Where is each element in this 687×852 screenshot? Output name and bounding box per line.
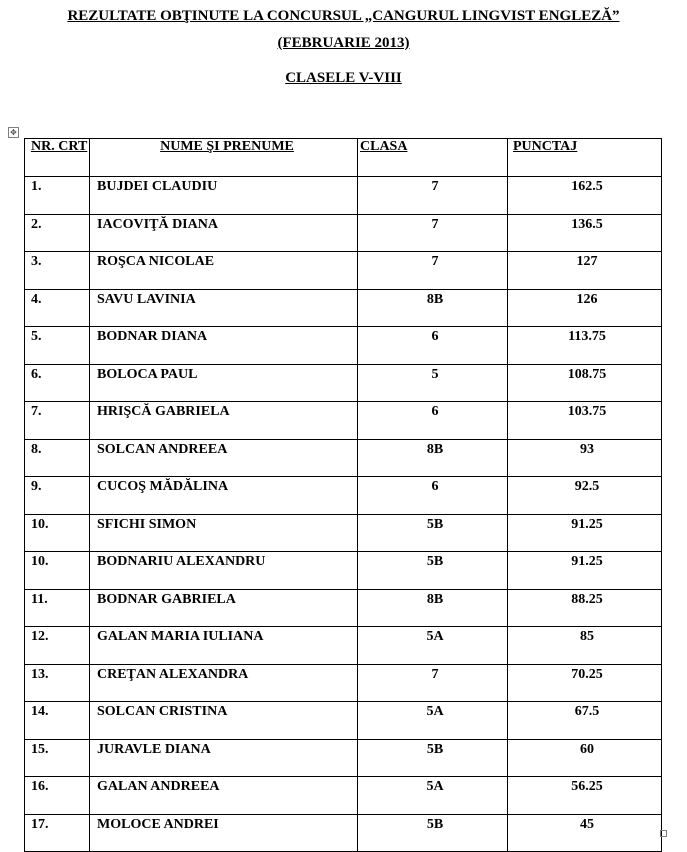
- row-clasa-cell: [358, 552, 508, 590]
- table-row: [25, 364, 662, 402]
- row-clasa-cell: [358, 664, 508, 702]
- row-name: BOLOCA PAUL: [97, 366, 198, 382]
- row-punctaj: 85: [580, 629, 594, 644]
- row-nr: 14.: [31, 704, 49, 719]
- row-nr: 2.: [31, 216, 42, 232]
- row-nr-cell: [25, 439, 90, 477]
- row-nr: 11.: [31, 591, 48, 607]
- row-name: ROŞCA NICOLAE: [97, 254, 215, 269]
- row-name: BODNARIU ALEXANDRU: [97, 554, 266, 569]
- row-nr: 1.: [31, 179, 42, 194]
- row-punctaj-cell: [508, 402, 662, 440]
- row-punctaj: 91.25: [571, 516, 603, 532]
- row-name: SOLCAN CRISTINA: [97, 704, 228, 719]
- row-name-cell: [90, 327, 358, 365]
- row-nr: 6.: [31, 366, 42, 382]
- row-name-cell: [90, 514, 358, 552]
- row-clasa-cell: [358, 439, 508, 477]
- row-name-cell: [90, 252, 358, 290]
- row-nr-cell: [25, 402, 90, 440]
- table-row: [25, 214, 662, 252]
- row-clasa-cell: [358, 214, 508, 252]
- document-title: REZULTATE OBŢINUTE LA CONCURSUL „CANGURUL LINGVIST ENGLEZĂ”: [67, 8, 620, 24]
- table-row: [25, 439, 662, 477]
- row-clasa: 5A: [426, 629, 444, 644]
- row-punctaj-cell: [508, 289, 662, 327]
- row-clasa: 6: [431, 479, 439, 494]
- row-clasa: 7: [431, 666, 439, 682]
- row-nr: 3.: [31, 254, 42, 269]
- row-nr-cell: [25, 552, 90, 590]
- row-nr: 15.: [31, 741, 49, 757]
- row-nr: 7.: [31, 404, 42, 419]
- row-punctaj: 88.25: [571, 591, 603, 607]
- row-nr: 8.: [31, 441, 42, 457]
- row-clasa: 8B: [426, 591, 444, 607]
- row-clasa: 8B: [426, 441, 444, 457]
- row-name: JURAVLE DIANA: [97, 741, 211, 757]
- table-row: [25, 552, 662, 590]
- row-clasa-cell: [358, 739, 508, 777]
- table-row: [25, 327, 662, 365]
- row-punctaj: 67.5: [574, 704, 600, 719]
- row-name-cell: [90, 777, 358, 815]
- row-clasa-cell: [358, 364, 508, 402]
- row-punctaj-cell: [508, 739, 662, 777]
- row-name: SAVU LAVINIA: [97, 291, 196, 307]
- header-punctaj: PUNCTAJ: [508, 139, 662, 177]
- header-nume-prenume: NUME ŞI PRENUME: [90, 139, 358, 177]
- row-name-cell: [90, 664, 358, 702]
- table-row: [25, 289, 662, 327]
- row-nr-cell: [25, 289, 90, 327]
- row-punctaj-cell: [508, 702, 662, 740]
- row-nr-cell: [25, 514, 90, 552]
- row-nr-cell: [25, 739, 90, 777]
- row-clasa: 7: [431, 254, 439, 269]
- row-name-cell: [90, 702, 358, 740]
- row-name: GALAN ANDREEA: [97, 779, 220, 794]
- row-punctaj: 108.75: [567, 366, 607, 382]
- row-nr-cell: [25, 364, 90, 402]
- row-nr-cell: [25, 177, 90, 215]
- row-punctaj-cell: [508, 364, 662, 402]
- row-clasa-cell: [358, 514, 508, 552]
- row-clasa: 5: [431, 366, 439, 382]
- table-row: [25, 252, 662, 290]
- row-punctaj: 70.25: [571, 666, 603, 682]
- table-row: [25, 664, 662, 702]
- row-clasa: 6: [431, 404, 439, 419]
- row-name-cell: [90, 439, 358, 477]
- row-name: BODNAR DIANA: [97, 329, 208, 344]
- table-row: [25, 514, 662, 552]
- row-nr-cell: [25, 252, 90, 290]
- row-nr-cell: [25, 477, 90, 515]
- row-nr: 17.: [31, 816, 49, 832]
- row-name: BODNAR GABRIELA: [97, 591, 236, 607]
- table-resize-handle-icon[interactable]: [660, 830, 667, 837]
- row-clasa-cell: [358, 477, 508, 515]
- row-name-cell: [90, 627, 358, 665]
- row-punctaj: 113.75: [568, 329, 606, 344]
- row-nr-cell: [25, 214, 90, 252]
- row-clasa-cell: [358, 627, 508, 665]
- row-punctaj-cell: [508, 252, 662, 290]
- row-clasa: 7: [431, 216, 439, 232]
- row-name: MOLOCE ANDREI: [97, 816, 219, 832]
- row-name: BUJDEI CLAUDIU: [97, 179, 218, 194]
- row-name-cell: [90, 364, 358, 402]
- row-clasa-cell: [358, 252, 508, 290]
- row-punctaj-cell: [508, 664, 662, 702]
- header-clasa: CLASA: [358, 139, 508, 177]
- row-punctaj-cell: [508, 439, 662, 477]
- row-clasa: 7: [431, 179, 439, 194]
- row-name-cell: [90, 214, 358, 252]
- row-name-cell: [90, 552, 358, 590]
- results-table: [24, 138, 662, 852]
- row-nr: 13.: [31, 666, 49, 682]
- row-nr: 9.: [31, 479, 42, 494]
- row-punctaj-cell: [508, 627, 662, 665]
- row-name: CREŢAN ALEXANDRA: [97, 666, 249, 682]
- row-punctaj: 92.5: [574, 479, 600, 494]
- row-name: CUCOŞ MĂDĂLINA: [97, 479, 229, 494]
- row-clasa-cell: [358, 177, 508, 215]
- row-name: GALAN MARIA IULIANA: [97, 629, 264, 644]
- row-punctaj: 91.25: [571, 554, 603, 569]
- row-nr-cell: [25, 589, 90, 627]
- row-punctaj: 103.75: [567, 404, 607, 419]
- row-punctaj-cell: [508, 589, 662, 627]
- table-row: [25, 589, 662, 627]
- row-clasa: 5A: [426, 779, 444, 794]
- row-clasa-cell: [358, 777, 508, 815]
- table-row: [25, 739, 662, 777]
- table-row: [25, 777, 662, 815]
- table-move-handle-icon[interactable]: ✥: [8, 127, 19, 138]
- row-name-cell: [90, 177, 358, 215]
- row-name-cell: [90, 589, 358, 627]
- row-clasa-cell: [358, 327, 508, 365]
- document-date: (FEBRUARIE 2013): [277, 35, 410, 51]
- row-clasa-cell: [358, 702, 508, 740]
- row-punctaj: 45: [580, 816, 594, 832]
- header-nr-crt: NR. CRT: [25, 139, 90, 177]
- row-punctaj-cell: [508, 514, 662, 552]
- row-nr-cell: [25, 777, 90, 815]
- row-clasa: 5B: [426, 816, 444, 832]
- row-nr: 10.: [31, 516, 49, 532]
- row-nr-cell: [25, 627, 90, 665]
- row-clasa: 6: [431, 329, 439, 344]
- row-punctaj: 56.25: [571, 779, 603, 794]
- row-punctaj: 126: [576, 291, 598, 307]
- row-nr-cell: [25, 327, 90, 365]
- row-punctaj-cell: [508, 177, 662, 215]
- row-clasa-cell: [358, 289, 508, 327]
- row-name: SFICHI SIMON: [97, 516, 197, 532]
- row-name: HRIŞCĂ GABRIELA: [97, 404, 230, 419]
- row-nr: 12.: [31, 629, 49, 644]
- row-clasa: 8B: [426, 291, 444, 307]
- table-row: [25, 477, 662, 515]
- row-punctaj: 136.5: [571, 216, 603, 232]
- row-clasa: 5A: [426, 704, 444, 719]
- row-nr-cell: [25, 702, 90, 740]
- table-row: [25, 177, 662, 215]
- row-name: SOLCAN ANDREEA: [97, 441, 228, 457]
- table-header-row: [25, 139, 662, 177]
- row-clasa: 5B: [426, 741, 444, 757]
- row-clasa-cell: [358, 402, 508, 440]
- table-row: [25, 402, 662, 440]
- row-name-cell: [90, 402, 358, 440]
- row-nr-cell: [25, 664, 90, 702]
- row-punctaj-cell: [508, 214, 662, 252]
- row-name-cell: [90, 477, 358, 515]
- row-nr: 16.: [31, 779, 49, 794]
- table-row: [25, 702, 662, 740]
- row-punctaj-cell: [508, 552, 662, 590]
- row-punctaj: 127: [576, 254, 598, 269]
- row-name: IACOVIŢĂ DIANA: [97, 216, 218, 232]
- row-clasa: 5B: [426, 516, 444, 532]
- row-nr: 4.: [31, 291, 42, 307]
- row-name-cell: [90, 739, 358, 777]
- row-nr: 5.: [31, 329, 42, 344]
- row-nr: 10.: [31, 554, 49, 569]
- row-clasa: 5B: [426, 554, 444, 569]
- document-subtitle: CLASELE V-VIII: [285, 70, 402, 86]
- row-name-cell: [90, 289, 358, 327]
- row-punctaj-cell: [508, 327, 662, 365]
- row-punctaj: 60: [580, 741, 594, 757]
- table-row: [25, 627, 662, 665]
- row-punctaj-cell: [508, 777, 662, 815]
- row-punctaj: 93: [580, 441, 594, 457]
- row-punctaj-cell: [508, 477, 662, 515]
- row-punctaj: 162.5: [571, 179, 603, 194]
- row-clasa-cell: [358, 589, 508, 627]
